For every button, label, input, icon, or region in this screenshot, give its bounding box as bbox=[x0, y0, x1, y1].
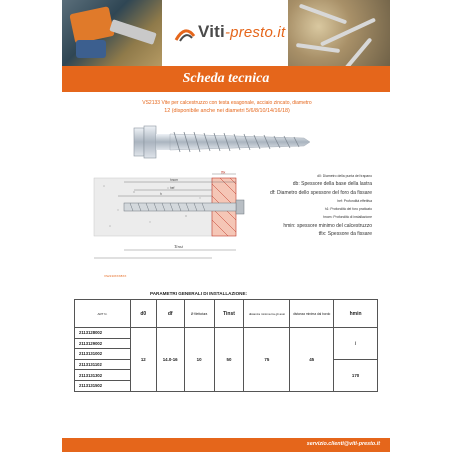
concrete-screw-image bbox=[132, 122, 312, 162]
dist-edges-value: 75 bbox=[244, 328, 290, 392]
col-hmin: hmin bbox=[334, 300, 378, 328]
tinst-value: 50 bbox=[214, 328, 244, 392]
col-art: ART N. bbox=[75, 300, 131, 328]
col-tinst: Tinst bbox=[214, 300, 244, 328]
article-code: 2113131502 bbox=[75, 380, 131, 391]
d0-value: 12 bbox=[130, 328, 156, 392]
product-subtitle: 12 (disponibile anche nei diametri 5/6/8/10/14/16/18) bbox=[164, 108, 290, 114]
article-code: 2113129002 bbox=[75, 338, 131, 349]
logo-arc-icon bbox=[174, 22, 196, 44]
col-d0: d0 bbox=[130, 300, 156, 328]
diam-screw-value: 10 bbox=[184, 328, 214, 392]
page-title-bar bbox=[62, 66, 390, 92]
article-code: 2113128002 bbox=[75, 328, 131, 339]
col-dist-border: distanza minima dal bordo bbox=[290, 300, 334, 328]
col-diam-screw: Ø filettatura bbox=[184, 300, 214, 328]
installation-diagram bbox=[90, 170, 250, 266]
hnom-label: hnom bbox=[170, 178, 178, 182]
hmin-value: 170 bbox=[334, 359, 378, 391]
hmin-value: / bbox=[334, 328, 378, 360]
hef-label: hef bbox=[170, 186, 175, 190]
legend-item: d0: Diametro della punta del trapano bbox=[317, 174, 372, 178]
article-code: 2113131302 bbox=[75, 370, 131, 381]
legend-item: hmin: spessore minimo del calcestruzzo bbox=[283, 222, 372, 229]
product-title: VS2133 Vite per calcestruzzo con testa esagonale, acciaio zincato, diametro bbox=[142, 100, 312, 106]
page-title: Scheda tecnica bbox=[182, 71, 270, 86]
table-row bbox=[75, 328, 378, 339]
datasheet-page bbox=[62, 0, 390, 452]
col-df: df bbox=[156, 300, 184, 328]
legend-item: hnom: Profondità di installazione bbox=[322, 215, 372, 220]
screws-photo bbox=[288, 0, 390, 66]
tinst-label: Tinst bbox=[174, 244, 183, 249]
contact-email[interactable]: servizio.clienti@viti-presto.it bbox=[306, 441, 380, 447]
h-label: h bbox=[160, 192, 162, 196]
brand-name: Viti bbox=[198, 22, 225, 41]
article-code: 2113131002 bbox=[75, 349, 131, 360]
header-banner bbox=[62, 0, 390, 66]
legend bbox=[248, 172, 372, 238]
params-title: PARAMETRI GENERALI DI INSTALLAZIONE: bbox=[150, 291, 248, 296]
footer-bar bbox=[62, 438, 390, 452]
legend-item: h1: Profondità del foro praticato bbox=[324, 207, 372, 212]
dist-border-value: 45 bbox=[290, 328, 334, 392]
table-header-row bbox=[75, 300, 378, 328]
legend-item: df: Diametro dello spessore del foro da fissare bbox=[270, 189, 372, 196]
tfix-label: tfix bbox=[221, 170, 226, 175]
article-code: 2113131102 bbox=[75, 359, 131, 370]
article-note: VS2133XXX8XX bbox=[104, 274, 127, 278]
brand-logo bbox=[162, 0, 288, 66]
params-table bbox=[74, 299, 378, 392]
col-dist-edges: distanza minima tra gli assi bbox=[244, 300, 290, 328]
df-value: 14.0-16 bbox=[156, 328, 184, 392]
legend-item: tfix: Spessore da fissare bbox=[318, 231, 372, 238]
legend-item: hef: Profondità effettiva bbox=[337, 198, 372, 203]
brand-suffix: -presto.it bbox=[224, 24, 286, 41]
tools-photo bbox=[62, 0, 162, 66]
legend-item: db: Spessore della base della lastra bbox=[292, 181, 372, 188]
